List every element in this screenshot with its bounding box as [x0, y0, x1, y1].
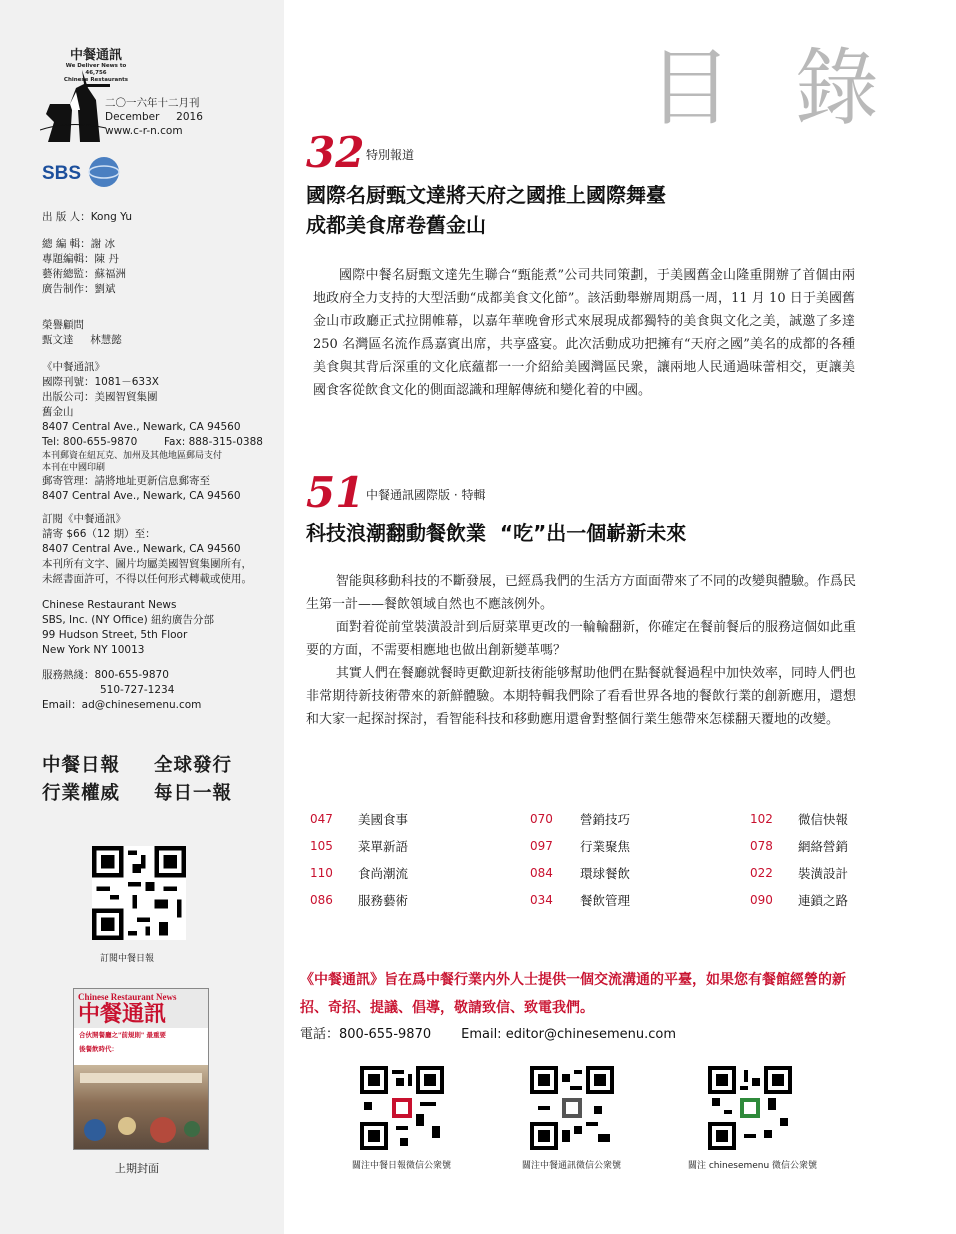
cover-headline-2: 後餐飲時代：	[79, 1045, 118, 1053]
sub-line: 本刊所有文字、圖片均屬美國智貿集團所有，	[42, 558, 252, 570]
office-line: 99 Hudson Street, 5th Floor	[42, 629, 188, 641]
office-line: New York NY 10013	[42, 644, 145, 656]
index-code: 090	[750, 893, 773, 907]
pub-line: 8407 Central Ave., Newark, CA 94560	[42, 421, 241, 433]
pub-line: 8407 Central Ave., Newark, CA 94560	[42, 490, 241, 502]
index-link[interactable]: 環球餐飲	[580, 866, 631, 881]
index-code: 034	[530, 893, 553, 907]
pub-line: 《中餐通訊》	[42, 361, 105, 373]
pub-line: 本刊郵資在紐瓦克、加州及其他地區郵局支付	[42, 451, 223, 461]
website-link[interactable]: www.c-r-n.com	[105, 125, 183, 137]
pub-line: 出版公司：美國智貿集團	[42, 391, 158, 403]
hotline-row	[42, 683, 282, 698]
issue-date-english: December 2016	[105, 111, 203, 123]
staff-list	[42, 210, 282, 297]
feature-number: 51	[306, 468, 365, 517]
index-link[interactable]: 服務藝術	[358, 893, 409, 908]
sub-line: 請寄 $66（12 期）至：	[42, 528, 156, 540]
cover-masthead-en: Chinese Restaurant News	[78, 992, 177, 1002]
last-issue-cover[interactable]	[73, 988, 209, 1150]
contact-email-label: Email:	[461, 1027, 506, 1042]
index-link[interactable]: 行業聚焦	[580, 839, 631, 854]
contact-phone-label: 電話：	[300, 1027, 340, 1042]
index-code: 070	[530, 812, 553, 826]
hotline-phone-1[interactable]: 800-655-9870	[94, 669, 169, 681]
issue-date	[105, 96, 203, 138]
feature-headline-line: 成都美食席卷舊金山	[306, 213, 486, 237]
hotline-row: Email：ad@chinesemenu.com	[42, 699, 202, 711]
last-issue-caption: 上期封面	[115, 1162, 159, 1175]
feature-number: 32	[306, 128, 365, 177]
index-code: 047	[310, 812, 333, 826]
qr-code-wechat-chinesemenu[interactable]	[708, 1066, 792, 1150]
masthead-logo-name: 中餐通訊	[69, 48, 122, 63]
waiter-illustration	[40, 70, 110, 142]
masthead-logo-tagline: We Deliver News to 46,756	[65, 63, 127, 76]
feature-section-label: 中餐通訊國際版 · 特輯	[366, 488, 486, 502]
pub-line: 本刊在中國印刷	[42, 463, 106, 473]
subscription-info	[42, 512, 282, 587]
feature-headline[interactable]	[306, 180, 846, 240]
sub-line: 訂閱《中餐通訊》	[42, 513, 126, 525]
hotline-phone-2[interactable]: 510-727-1234	[100, 684, 175, 696]
ny-office	[42, 598, 282, 658]
feature-section-label: 特別報道	[366, 148, 415, 162]
index-link[interactable]: 連鎖之路	[798, 893, 849, 908]
index-code: 105	[310, 839, 333, 853]
consultants	[42, 318, 282, 348]
qr-caption-subscribe: 訂閱中餐日報	[100, 954, 155, 964]
feature-paragraph: 智能與移動科技的不斷發展，已經爲我們的生活方方面面帶來了不同的改變與體驗。作爲民生第一計——餐飲領域自然也不應該例外。	[306, 574, 856, 612]
index-code: 110	[310, 866, 333, 880]
staff-row-publisher: 出 版 人：Kong Yu	[42, 211, 132, 223]
slogan: 中餐日報 全球發行 行業權威 每日一報	[42, 755, 233, 804]
feature-headline-line: 國際名厨甄文達將天府之國推上國際舞臺	[306, 183, 666, 207]
office-line: SBS, Inc. (NY Office) 紐約廣告分部	[42, 614, 215, 626]
feature-paragraph: 面對着從前堂裝潢設計到后厨菜單更改的一輪輪翻新，你確定在餐前餐后的服務這個如此重要的方面，不需要相應地也做出創新變革嗎？	[306, 620, 856, 658]
staff-row: 廣告制作：劉斌	[42, 283, 116, 295]
hotline	[42, 668, 282, 713]
hotline-email-link[interactable]: ad@chinesemenu.com	[81, 699, 202, 711]
toc-title: 目 錄	[648, 39, 897, 137]
staff-row: 藝術總監：蘇福洲	[42, 268, 126, 280]
consultants-title: 榮譽顧問	[42, 319, 84, 331]
index-link[interactable]: 餐飲管理	[580, 893, 631, 908]
index-code: 102	[750, 812, 773, 826]
cover-masthead	[74, 989, 208, 1028]
issue-date-chinese: 二〇一六年十二月刊	[105, 97, 200, 109]
index-code: 086	[310, 893, 333, 907]
staff-row: 總 編 輯：謝 冰	[42, 238, 116, 250]
index-link[interactable]: 裝潢設計	[798, 866, 849, 881]
qr-code-wechat-crn[interactable]	[530, 1066, 614, 1150]
index-code: 078	[750, 839, 773, 853]
qr-caption-wechat-daily: 關注中餐日報微信公衆號	[352, 1161, 452, 1171]
pub-line: 舊金山	[42, 406, 74, 418]
cover-photo	[74, 1065, 208, 1149]
index-link[interactable]: 美國食事	[358, 812, 409, 827]
office-line: Chinese Restaurant News	[42, 599, 177, 611]
feature-body: 國際中餐名厨甄文達先生聯合“甄能煮”公司共同策劃，于美國舊金山隆重開辦了首個由兩地政府全力支持的大型活動“成都美食文化節”。該活動舉辦周期爲一周，11 月 10 日于美國舊金山市政廳正式拉開帷幕，以嘉年華晚會形式來展現成都獨特的美食與文化之美，誠邀了多達 250 名灣區名流作爲嘉賓出席，共享盛宴。此次活動成功把擁有“天府之國”美名的成都的各種美食與其背后深重的文化底蘊都一一介紹給美國灣區民衆，讓兩地人民通過味蕾相交，更讓美國食客從飲食文化的側面認識和理解傳統和變化着的中國。	[313, 268, 855, 398]
index-link[interactable]: 微信快報	[798, 812, 849, 827]
index-code: 097	[530, 839, 553, 853]
feature-paragraph: 其實人們在餐廳就餐時更歡迎新技術能够幫助他們在點餐就餐過程中加快效率，同時人們也非常期待新技術帶來的新鮮體驗。本期特輯我們除了看看世界各地的餐飲行業的創新應用，還想和大家一起探討探討，看智能科技和移動應用還會對整個行業生態帶來怎樣翻天覆地的改變。	[306, 666, 856, 727]
consultants-names: 甄文達 林慧懿	[42, 334, 122, 346]
sub-line: 8407 Central Ave., Newark, CA 94560	[42, 543, 241, 555]
publication-info	[42, 360, 282, 504]
sbs-logo	[42, 156, 126, 188]
qr-caption-wechat-chinesemenu: 關注 chinesemenu 微信公衆號	[688, 1161, 818, 1171]
contact-phone[interactable]: 800-655-9870	[339, 1027, 432, 1042]
qr-caption-wechat-crn: 關注中餐通訊微信公衆號	[522, 1161, 622, 1171]
index-code: 022	[750, 866, 773, 880]
sub-line: 未經書面許可，不得以任何形式轉載或使用。	[42, 573, 252, 585]
contribution-call-to-action: 《中餐通訊》旨在爲中餐行業内外人士提供一個交流溝通的平臺，如果您有餐館經營的新招、奇招、提議、倡導，敬請致信、致電我們。	[300, 972, 846, 1016]
feature-headline[interactable]: 科技浪潮翻動餐飲業 “吃”出一個嶄新未來	[306, 521, 687, 545]
contact-email-link[interactable]: editor@chinesemenu.com	[505, 1027, 677, 1042]
staff-row: 專題編輯：陳 丹	[42, 253, 119, 265]
index-link[interactable]: 菜單新語	[358, 839, 409, 854]
qr-code-subscribe[interactable]	[92, 846, 186, 940]
qr-code-wechat-daily[interactable]	[360, 1066, 444, 1150]
pub-line: 郵寄管理：請將地址更新信息郵寄至	[42, 475, 210, 487]
index-code: 084	[530, 866, 553, 880]
feature-body	[306, 570, 856, 731]
index-link[interactable]: 食尚潮流	[358, 866, 409, 881]
hotline-row: 服務熱綫：800-655-9870	[42, 669, 169, 681]
index-link[interactable]: 網絡營銷	[798, 839, 849, 854]
cover-headline-1: 合伙開餐廳之"前規則" 最重要	[79, 1031, 167, 1039]
pub-line: 國際刊號：1081－633X	[42, 376, 159, 388]
sbs-logo-text: SBS	[42, 163, 82, 184]
cover-masthead-zh: 中餐通訊	[78, 1001, 167, 1027]
masthead-logo-tagline-2: Chinese Restaurants	[63, 77, 129, 83]
index-link[interactable]: 營銷技巧	[580, 812, 631, 827]
section-index	[308, 810, 868, 920]
pub-line: Tel: 800-655-9870 Fax: 888-315-0388	[42, 436, 263, 448]
cover-headlines	[74, 1028, 208, 1056]
contact-line	[300, 1023, 676, 1042]
